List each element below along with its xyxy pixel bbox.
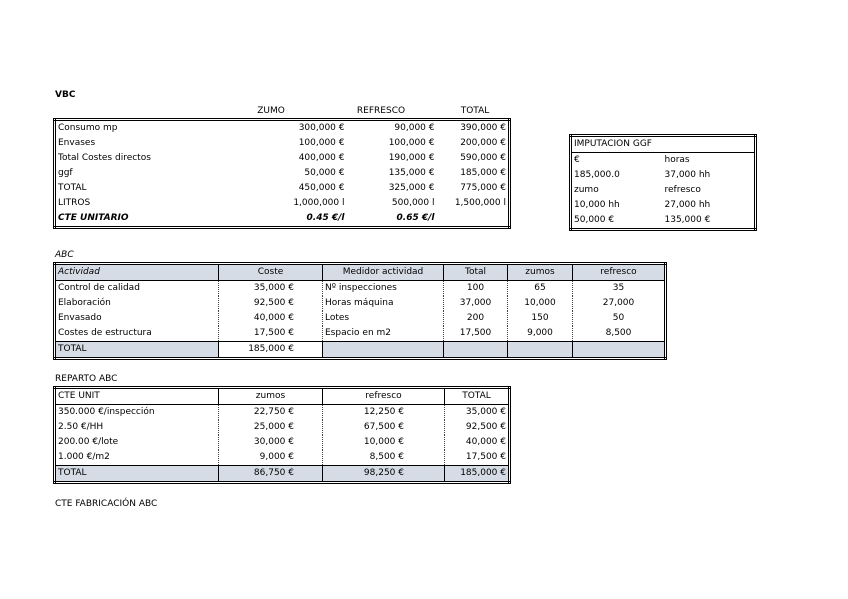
vbc-row-label: ggf [58,168,73,178]
table-total-row [55,466,510,483]
reparto-cell: 35,000 € [465,407,506,417]
table-row [571,213,756,230]
imputacion-cell: refresco [664,185,701,195]
reparto-total-zumos: 86,750 € [219,466,323,483]
vbc-row-label: Total Costes directos [58,153,151,163]
abc-cell: 65 [508,281,573,297]
vbc-cell-total: 390,000 € [460,123,506,133]
table-total-row [55,342,666,359]
vbc-cell-total: 590,000 € [460,153,506,163]
abc-cell: 17,500 [444,326,508,342]
table-header-row [55,264,666,281]
imputacion-cell: zumo [574,185,599,195]
abc-total-coste: 185,000 € [219,342,323,359]
imputacion-title: IMPUTACION GGF [571,136,756,153]
abc-cell: 10,000 [508,296,573,311]
abc-cell: 17,500 € [219,326,323,342]
abc-cell: Horas máquina [323,296,444,311]
abc-cell: 100 [444,281,508,297]
abc-cell: 200 [444,311,508,326]
vbc-cell-zumo: 450,000 € [298,183,345,193]
reparto-header-total: TOTAL [445,388,510,405]
reparto-cell: 9,000 € [219,450,323,466]
table-row [55,450,510,466]
vbc-cell-refresco: 0.65 €/l [396,213,435,223]
abc-cell: Envasado [55,311,219,326]
fabricacion-title: CTE FABRICACIÓN ABC [55,499,158,509]
vbc-cell-refresco: 190,000 € [388,153,435,163]
abc-total-empty [444,342,508,359]
table-row [55,296,666,311]
vbc-cell-total [445,211,510,228]
abc-cell: Costes de estructura [55,326,219,342]
reparto-cell: 1.000 €/m2 [55,450,219,466]
vbc-row-label: Envases [58,138,96,148]
vbc-cell-total: 1,500,000 l [454,198,506,208]
vbc-cell-zumo: 400,000 € [298,153,345,163]
reparto-cell: 25,000 € [219,420,323,435]
reparto-cell: 17,500 € [465,452,506,462]
abc-cell: 27,000 [602,298,635,308]
table-row [571,136,756,153]
reparto-cell: 22,750 € [219,405,323,421]
imputacion-cell: 135,000 € [664,215,711,225]
vbc-cell-refresco: 500,000 l [391,198,435,208]
abc-total-empty [508,342,573,359]
abc-cell: Elaboración [55,296,219,311]
reparto-header-zumos: zumos [219,388,323,405]
vbc-header-refresco: REFRESCO [356,106,406,116]
reparto-total-total: 185,000 € [445,466,510,483]
abc-cell: 9,000 [508,326,573,342]
abc-total-label: TOTAL [55,342,219,359]
table-row [571,198,756,213]
reparto-cell: 12,250 € [323,405,445,421]
table-row [55,196,510,211]
abc-header-refresco: refresco [573,264,666,281]
abc-cell: 50 [612,313,625,323]
abc-cell: 8,500 [605,328,632,338]
imputacion-cell: € [574,155,580,165]
vbc-title: VBC [55,90,76,100]
vbc-cell-zumo: 1,000,000 l [293,198,345,208]
reparto-cell: 2.50 €/HH [55,420,219,435]
table-row [55,326,666,342]
table-row [55,311,666,326]
vbc-row-label: LITROS [58,198,91,208]
table-row [55,151,510,166]
reparto-cell: 92,500 € [465,422,506,432]
table-row [571,183,756,198]
reparto-cell: 30,000 € [219,435,323,450]
reparto-cell: 10,000 € [323,435,445,450]
abc-header-actividad: Actividad [55,264,219,281]
table-row [571,153,756,169]
table-row [55,281,666,297]
vbc-cell-refresco: 90,000 € [394,123,435,133]
vbc-cell-total: 185,000 € [460,168,506,178]
vbc-cell-refresco: 135,000 € [388,168,435,178]
table-row [55,420,510,435]
table-row [55,120,510,137]
vbc-cell-zumo: 50,000 € [304,168,345,178]
table-row [55,136,510,151]
vbc-header-zumo: ZUMO [257,106,285,116]
vbc-cell-zumo: 0.45 €/l [306,213,345,223]
vbc-table [53,118,511,229]
reparto-cell: 40,000 € [465,437,506,447]
imputacion-cell: 50,000 € [574,215,615,225]
table-row [55,166,510,181]
reparto-title: REPARTO ABC [55,374,118,384]
reparto-cell: 200.00 €/lote [55,435,219,450]
abc-cell: Control de calidad [55,281,219,297]
imputacion-cell: 185,000.0 [574,170,620,180]
abc-cell: 150 [508,311,573,326]
imputacion-cell: 10,000 hh [574,200,620,210]
abc-cell: Espacio en m2 [323,326,444,342]
reparto-total-refresco: 98,250 € [323,466,445,483]
imputacion-cell: 37,000 hh [664,170,711,180]
reparto-header-refresco: refresco [323,388,445,405]
abc-cell: 35 [612,283,625,293]
vbc-cell-refresco: 100,000 € [388,138,435,148]
abc-cell: Lotes [323,311,444,326]
table-row [571,168,756,183]
vbc-row-label: TOTAL [58,183,87,193]
abc-header-coste: Coste [219,264,323,281]
vbc-cell-zumo: 300,000 € [298,123,345,133]
table-row [55,181,510,196]
abc-cell: Nº inspecciones [323,281,444,297]
imputacion-cell: 27,000 hh [664,200,711,210]
abc-title: ABC [55,250,74,260]
reparto-cell: 67,500 € [323,420,445,435]
table-header-row [55,388,510,405]
reparto-table [53,386,511,484]
abc-total-empty [573,342,666,359]
reparto-cell: 8,500 € [323,450,445,466]
vbc-row-label: CTE UNITARIO [58,213,129,223]
abc-header-total: Total [444,264,508,281]
abc-total-empty [323,342,444,359]
table-row [55,405,510,421]
vbc-cell-zumo: 100,000 € [298,138,345,148]
vbc-cell-total: 200,000 € [460,138,506,148]
reparto-cell: 350.000 €/inspección [55,405,219,421]
vbc-row-label: Consumo mp [58,123,118,133]
abc-cell: 35,000 € [219,281,323,297]
vbc-cell-total: 775,000 € [460,183,506,193]
table-row [55,435,510,450]
abc-cell: 40,000 € [219,311,323,326]
imputacion-table [569,134,757,231]
reparto-header-cte: CTE UNIT [55,388,219,405]
reparto-total-label: TOTAL [55,466,219,483]
abc-cell: 37,000 [444,296,508,311]
abc-cell: 92,500 € [219,296,323,311]
table-row [55,211,510,228]
vbc-cell-refresco: 325,000 € [388,183,435,193]
abc-table [53,262,667,360]
abc-header-medidor: Medidor actividad [323,264,444,281]
vbc-header-total: TOTAL [460,106,490,116]
abc-header-zumos: zumos [508,264,573,281]
imputacion-cell: horas [664,155,690,165]
